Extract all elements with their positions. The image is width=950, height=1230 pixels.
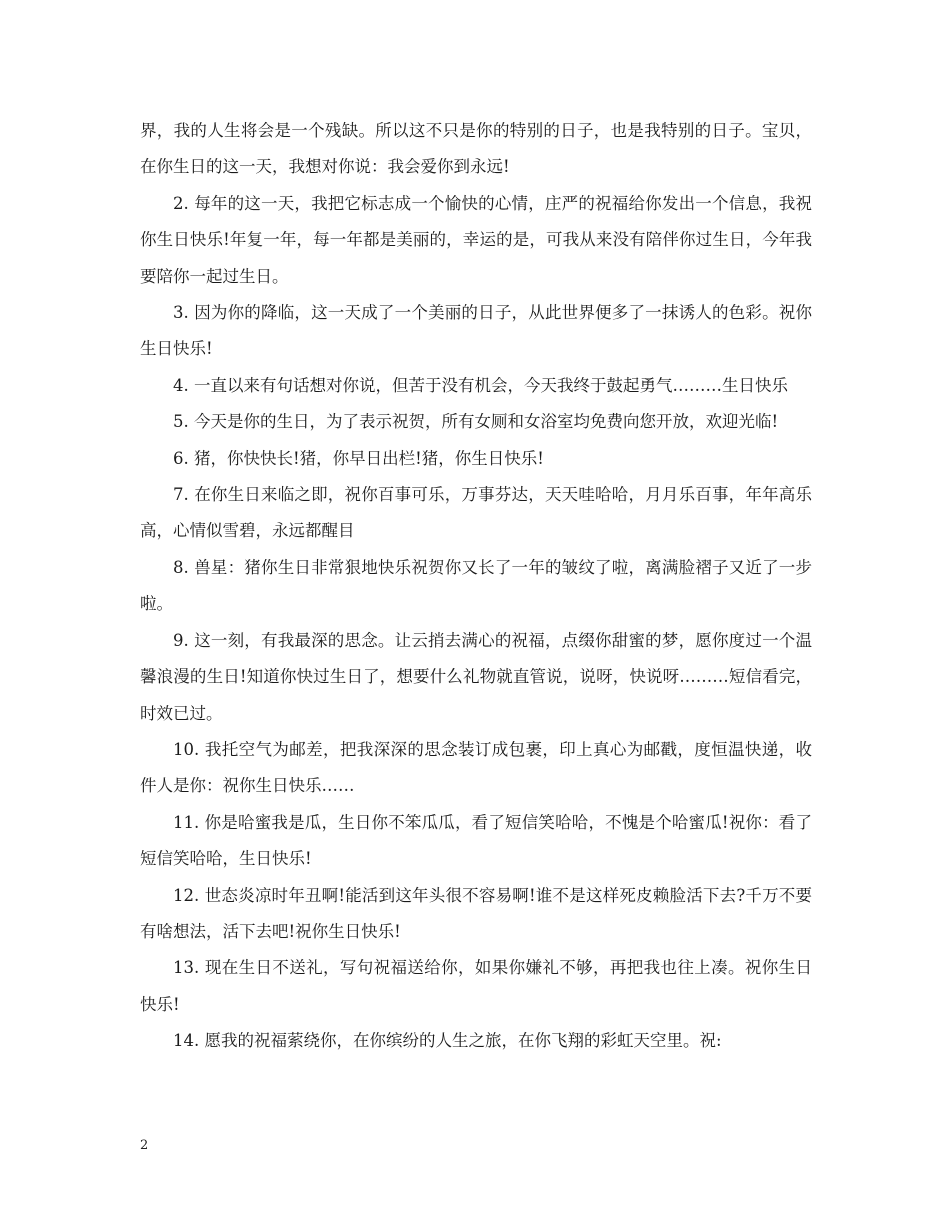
paragraph-2: 2. 每年的这一天，我把它标志成一个愉快的心情，庄严的祝福给你发出一个信息，我祝你生日快乐!年复一年，每一年都是美丽的，幸运的是，可我从来没有陪伴你过生日，今年我要陪你一起过生日。 [140,193,812,286]
paragraph-3: 3. 因为你的降临，这一天成了一个美丽的日子，从此世界便多了一抹诱人的色彩。祝你生日快乐! [140,303,812,359]
paragraph-6: 6. 猪，你快快长!猪，你早日出栏!猪，你生日快乐! [173,448,544,468]
paragraph-12: 12. 世态炎凉时年丑啊!能活到这年头很不容易啊!谁不是这样死皮赖脸活下去?千万不要有啥想法，活下去吧!祝你生日快乐! [140,885,812,941]
paragraph-8: 8. 兽星：猪你生日非常狠地快乐祝贺你又长了一年的皱纹了啦，离满脸褶子又近了一步啦。 [140,557,812,614]
paragraph-13: 13. 现在生日不送礼，写句祝福送给你，如果你嫌礼不够，再把我也往上凑。祝你生日快乐! [140,958,812,1014]
paragraph-10: 10. 我托空气为邮差，把我深深的思念装订成包裹，印上真心为邮戳，度恒温快递，收件人是你：祝你生日快乐…… [140,739,812,796]
paragraph-4: 4. 一直以来有句话想对你说，但苦于没有机会，今天我终于鼓起勇气………生日快乐 [173,375,788,395]
paragraph-11: 11. 你是哈蜜我是瓜，生日你不笨瓜瓜，看了短信笑哈哈，不愧是个哈蜜瓜!祝你：看了短信笑哈哈，生日快乐! [140,812,812,869]
paragraph-5: 5. 今天是你的生日，为了表示祝贺，所有女厕和女浴室均免费向您开放，欢迎光临! [173,412,779,432]
paragraph-7: 7. 在你生日来临之即，祝你百事可乐，万事芬达，天天哇哈哈，月月乐百事，年年高乐高，心情似雪碧，永远都醒目 [140,485,812,541]
document-body [140,113,812,1060]
paragraph-9: 9. 这一刻，有我最深的思念。让云捎去满心的祝福，点缀你甜蜜的梦，愿你度过一个温馨浪漫的生日!知道你快过生日了，想要什么礼物就直管说，说呀，快说呀………短信看完，时效已过。 [140,630,812,723]
paragraph-continuation: 界，我的人生将会是一个残缺。所以这不只是你的特别的日子，也是我特别的日子。宝贝，在你生日的这一天，我想对你说：我会爱你到永远! [140,121,812,177]
paragraph-14: 14. 愿我的祝福萦绕你，在你缤纷的人生之旅，在你飞翔的彩虹天空里。祝: [173,1031,722,1051]
page-number: 2 [140,1138,149,1153]
